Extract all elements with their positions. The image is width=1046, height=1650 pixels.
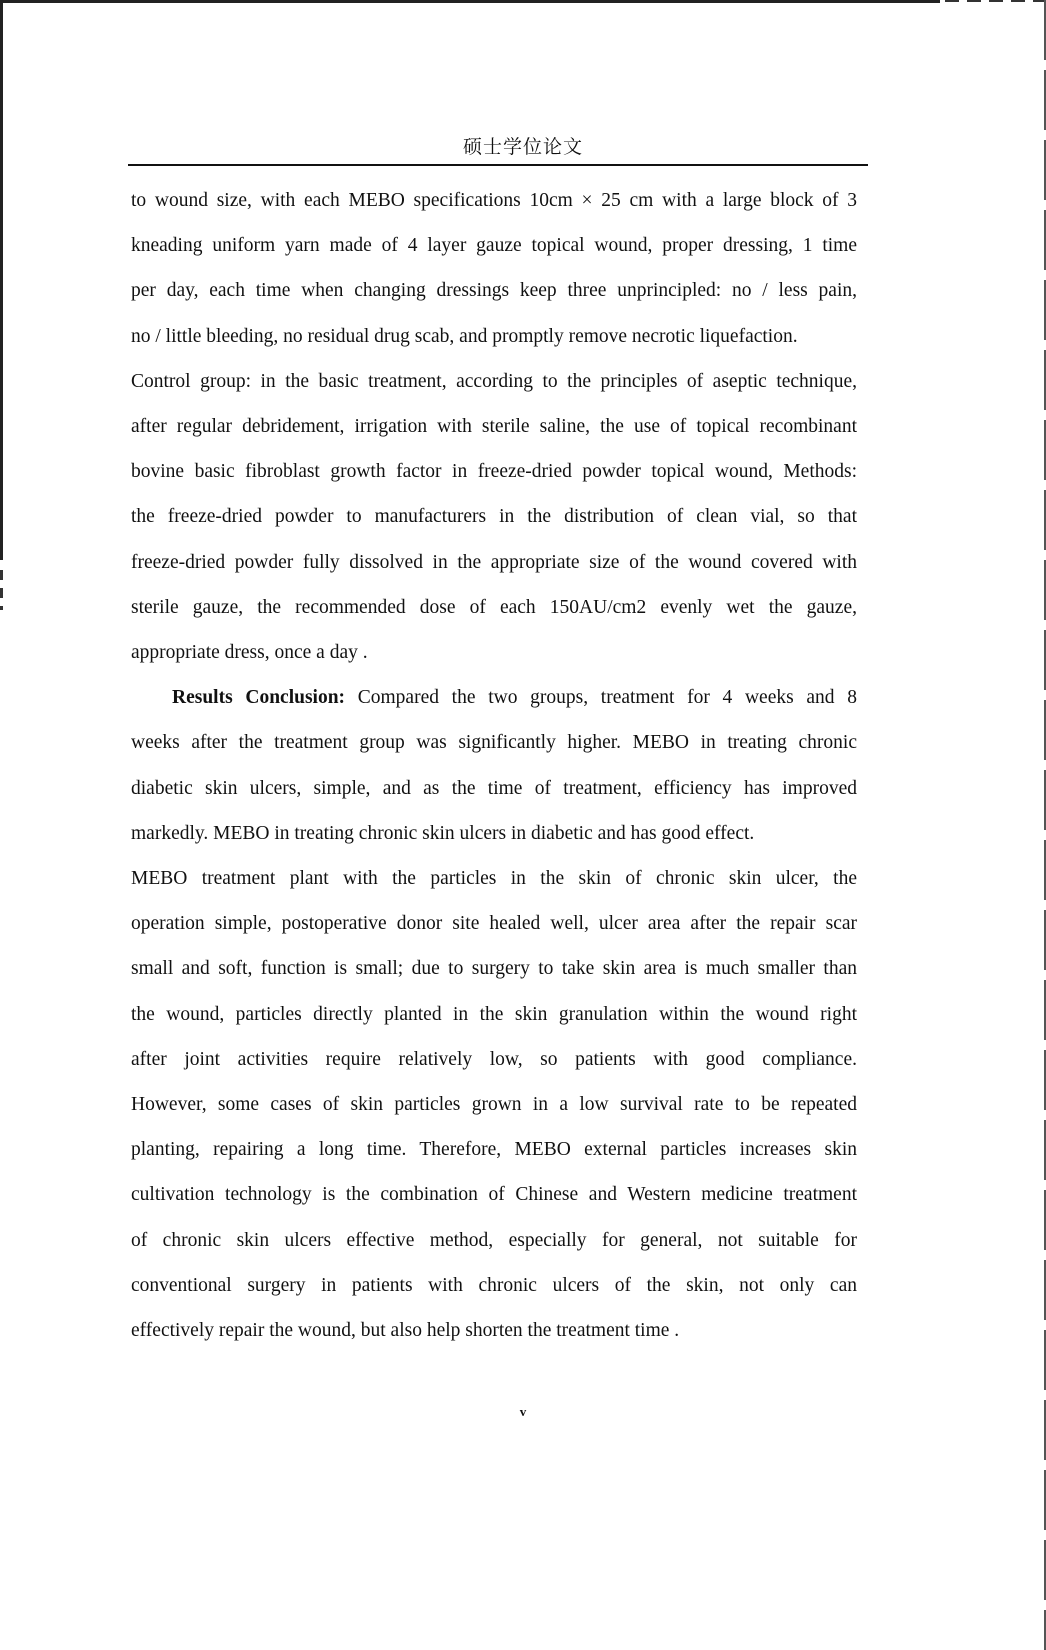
text-line: bovine basic fibroblast growth factor in freeze-dried powder topical wound, Methods: <box>131 461 857 483</box>
text-line: diabetic skin ulcers, simple, and as the time of treatment, efficiency has improved <box>131 777 857 799</box>
header-rule <box>128 164 868 166</box>
scan-edge-left <box>0 0 3 560</box>
text-line: weeks after the treatment group was significantly higher. MEBO in treating chronic <box>131 732 857 754</box>
text-line: to wound size, with each MEBO specifications 10cm × 25 cm with a large block of 3 <box>131 190 857 211</box>
results-conclusion-label: Results Conclusion: <box>172 687 346 709</box>
text-line: small and soft, function is small; due to surgery to take skin area is much smaller than <box>131 958 857 980</box>
text-line: per day, each time when changing dressings keep three unprincipled: no / less pain, <box>131 280 857 302</box>
text-line: Control group: in the basic treatment, according to the principles of aseptic technique, <box>131 370 857 392</box>
text-line: kneading uniform yarn made of 4 layer gauze topical wound, proper dressing, 1 time <box>131 235 857 257</box>
results-conclusion-line <box>131 675 857 720</box>
page-number: v <box>519 1404 527 1419</box>
text-line: markedly. MEBO in treating chronic skin ulcers in diabetic and has good effect. <box>131 822 755 844</box>
text-span: Compared the two groups, treatment for 4 weeks and 8 <box>345 687 857 709</box>
text-line: no / little bleeding, no residual drug scab, and promptly remove necrotic liquefaction. <box>131 325 798 347</box>
scan-edge-top <box>0 0 940 3</box>
text-line: effectively repair the wound, but also help shorten the treatment time . <box>131 1320 680 1342</box>
scan-edge-left-dash <box>0 570 3 610</box>
running-header-title: 硕士学位论文 <box>462 136 583 158</box>
text-line: cultivation technology is the combination of Chinese and Western medicine treatment <box>131 1184 857 1206</box>
text-line: sterile gauze, the recommended dose of each 150AU/cm2 evenly wet the gauze, <box>131 596 857 618</box>
body-text <box>131 178 857 1353</box>
text-line: the freeze-dried powder to manufacturers in the distribution of clean vial, so that <box>131 506 857 528</box>
text-line: freeze-dried powder fully dissolved in the appropriate size of the wound covered with <box>131 551 857 573</box>
text-line: conventional surgery in patients with chronic ulcers of the skin, not only can <box>131 1274 857 1296</box>
text-line: operation simple, postoperative donor site healed well, ulcer area after the repair scar <box>131 913 857 935</box>
text-line: after regular debridement, irrigation with sterile saline, the use of topical recombinant <box>131 416 857 438</box>
text-line: after joint activities require relatively low, so patients with good compliance. <box>131 1048 857 1070</box>
text-line: MEBO treatment plant with the particles in the skin of chronic skin ulcer, the <box>131 868 857 890</box>
text-line: planting, repairing a long time. Therefore, MEBO external particles increases skin <box>131 1139 857 1161</box>
text-line: the wound, particles directly planted in the skin granulation within the wound right <box>131 1003 857 1025</box>
text-line: of chronic skin ulcers effective method, especially for general, not suitable for <box>131 1229 857 1251</box>
text-line: appropriate dress, once a day . <box>131 642 368 664</box>
scan-edge-top-right <box>945 0 1046 2</box>
text-line: However, some cases of skin particles grown in a low survival rate to be repeated <box>131 1094 857 1116</box>
